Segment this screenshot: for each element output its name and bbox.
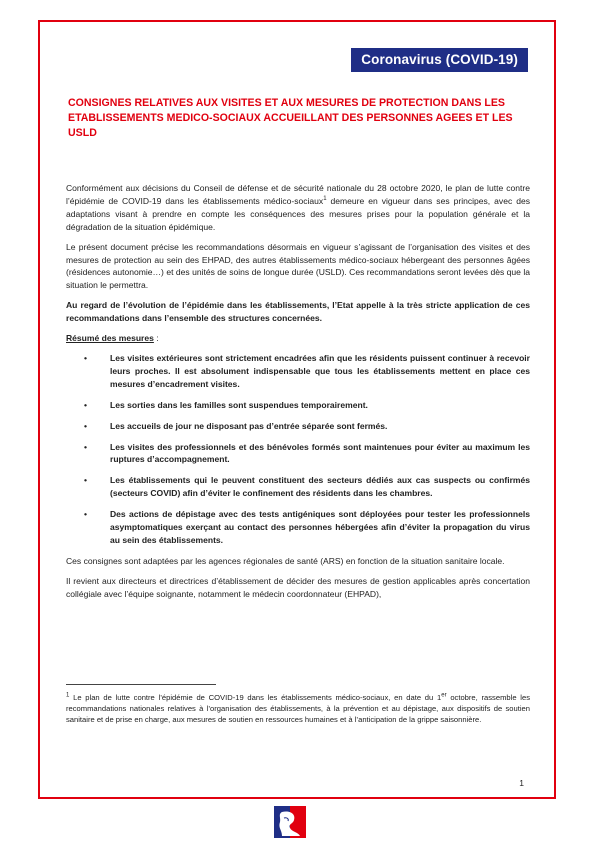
document-title: CONSIGNES RELATIVES AUX VISITES ET AUX MESURES DE PROTECTION DANS LES ETABLISSEMENTS MEDICO-SOCIAUX ACCUEILLANT DES PERSONNES AGEES ET LES USLD — [68, 97, 513, 139]
directors-paragraph: Il revient aux directeurs et directrices d’établissement de décider des mesures de gestion applicables après concertation collégiale avec l’équipe soignante, notamment le médecin coordonnateur (EHPAD), — [66, 575, 530, 599]
page-frame — [38, 20, 556, 799]
summary-heading: Résumé des mesures — [66, 333, 154, 344]
list-item: • Des actions de dépistage avec des tests antigéniques sont déployées pour tester les professionnels asymptomatiques exerçant au contact des personnes hébergées afin d’éviter la propagation du virus au sein des établissements. — [110, 508, 530, 547]
list-item: • Les visites des professionnels et des bénévoles formés sont maintenues pour éviter au maximum les ruptures d’accompagnement. — [110, 441, 530, 467]
scope-paragraph: Le présent document précise les recommandations désormais en vigueur s’agissant de l’organisation des visites et des mesures de protection au sein des EHPAD, des autres établissements médico-sociaux hébergeant des personnes âgées (résidences autonomie…) et des unités de soins de longue durée (USLD). Ces recommandations seront levées dès que la situation le permettra. — [66, 241, 530, 291]
document-body — [66, 182, 530, 608]
summary-heading-suffix: : — [153, 333, 159, 344]
footnote — [66, 692, 530, 726]
ars-paragraph: Ces consignes sont adaptées par les agences régionales de santé (ARS) en fonction de la situation sanitaire locale. — [66, 555, 505, 566]
summary-list — [66, 352, 530, 547]
footnote-text-start: Le plan de lutte contre l’épidémie de COVID-19 dans les établissements médico-sociaux, en date du 1 — [69, 693, 442, 702]
intro-paragraph — [66, 182, 530, 234]
footnote-text-end: octobre, rassemble les recommandations nationales relatives à l’organisation des établissements, à la prévention et au dépistage, aux dispositifs de soutien sanitaire et de prise en charge, aux mesures de soutien en ressources humaines et à l’anticipation de la grippe saisonnière. — [66, 693, 530, 725]
summary-heading-line — [66, 332, 530, 350]
footnote-reference[interactable]: 1 — [323, 196, 327, 203]
footnote-marker: 1 — [66, 692, 70, 699]
list-item: • Les visites extérieures sont strictement encadrées afin que les résidents puissent continuer à recevoir leurs proches. Il est absolument indispensable que tous les établissements mettent en place ces mesures d’encadrement visites. — [110, 352, 530, 391]
topic-banner: Coronavirus (COVID-19) — [351, 48, 528, 72]
intro-text-start: Conformément aux décisions du Conseil de défense et de sécurité nationale du 28 octobre 2020, le plan de lutte contre l’épidémie de COVID-19 dans les établissements médico-sociaux — [66, 183, 530, 206]
footnote-ordinal: er — [441, 692, 447, 699]
state-appeal-paragraph: Au regard de l’évolution de l’épidémie dans les établissements, l’Etat appelle à la très stricte application de ces recommandations dans l’ensemble des structures concernées. — [66, 300, 530, 324]
footnote-divider — [66, 684, 216, 685]
marianne-logo-icon — [260, 802, 320, 840]
page-number: 1 — [519, 778, 524, 788]
list-item: • Les sorties dans les familles sont suspendues temporairement. — [110, 399, 530, 412]
list-item: • Les établissements qui le peuvent constituent des secteurs dédiés aux cas suspects ou confirmés (secteurs COVID) afin d’éviter le confinement des résidents dans les chambres. — [110, 474, 530, 500]
intro-text-end: demeure en vigueur dans ses principes, avec des adaptations visant à prendre en compte les conséquences des mesures prises pour la population générale et la dégradation de la situation épidémique. — [66, 195, 530, 232]
list-item: • Les accueils de jour ne disposant pas d’entrée séparée sont fermés. — [110, 420, 530, 433]
